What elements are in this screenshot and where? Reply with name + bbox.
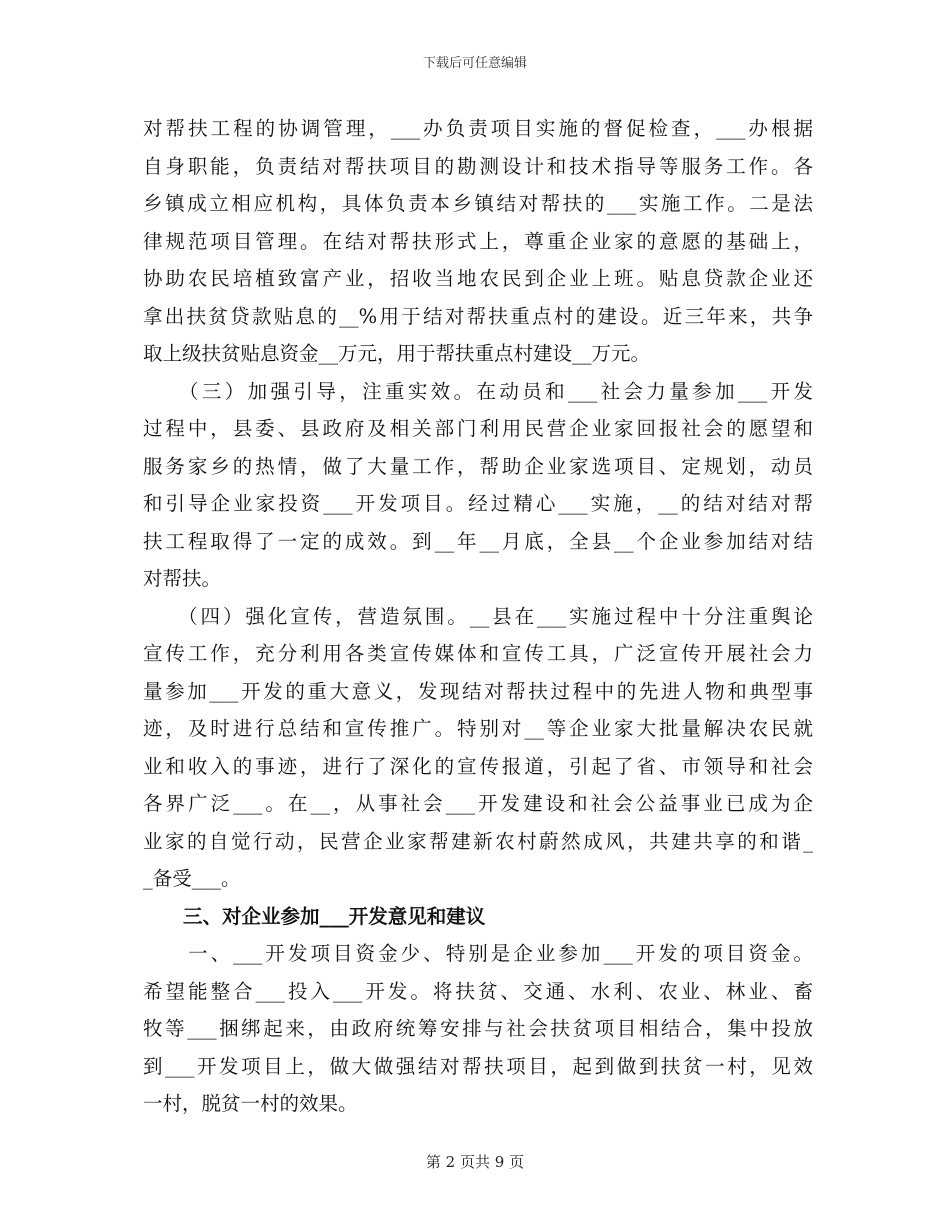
text-line: 希望能整合___投入___开发。将扶贫、交通、水利、农业、林业、畜: [143, 979, 813, 1003]
text-line: _备受___。: [143, 867, 241, 890]
text-line: （三）加强引导，注重实效。在动员和___社会力量参加___开发: [143, 379, 813, 403]
document-body: [143, 110, 813, 1123]
text-line: 取上级扶贫贴息资金__万元，用于帮扶重点村建设__万元。: [143, 342, 651, 365]
text-line: 迹，及时进行总结和宣传推广。特别对__等企业家大批量解决农民就: [143, 717, 813, 740]
text-line: 宣传工作，充分利用各类宣传媒体和宣传工具，广泛宣传开展社会力: [143, 642, 813, 665]
text-line: 一、___开发项目资金少、特别是企业参加___开发的项目资金。: [143, 942, 813, 965]
text-line: 过程中，县委、县政府及相关部门利用民营企业家回报社会的愿望和: [143, 417, 813, 440]
text-line: 和引导企业家投资___开发项目。经过精心___实施，__的结对结对帮: [143, 492, 813, 515]
text-line: （四）强化宣传，营造氛围。__县在___实施过程中十分注重舆论: [143, 604, 813, 628]
text-line: 到___开发项目上，做大做强结对帮扶项目，起到做到扶贫一村，见效: [143, 1054, 813, 1078]
text-line: 扶工程取得了一定的成效。到__年__月底，全县__个企业参加结对结: [143, 529, 813, 553]
text-line: 业和收入的事迹，进行了深化的宣传报道，引起了省、市领导和社会: [143, 754, 813, 778]
section-heading: 三、对企业参加___开发意见和建议: [183, 904, 486, 928]
text-line: 牧等___捆绑起来，由政府统筹安排与社会扶贫项目相结合，集中投放: [143, 1017, 813, 1040]
text-line: 各界广泛___。在__，从事社会___开发建设和社会公益事业已成为企: [143, 792, 813, 815]
text-line: 业家的自觉行动，民营企业家帮建新农村蔚然成风，共建共享的和谐_: [143, 829, 813, 853]
text-line: 量参加___开发的重大意义，发现结对帮扶过程中的先进人物和典型事: [143, 679, 813, 703]
text-line: 对帮扶工程的协调管理，___办负责项目实施的督促检查，___办根据: [143, 117, 813, 140]
text-line: 一村，脱贫一村的效果。: [143, 1092, 358, 1115]
text-line: 协助农民培植致富产业，招收当地农民到企业上班。贴息贷款企业还: [143, 267, 813, 290]
text-line: 乡镇成立相应机构，具体负责本乡镇结对帮扶的___实施工作。二是法: [143, 192, 813, 215]
text-line: 对帮扶。: [143, 567, 222, 590]
text-line: 服务家乡的热情，做了大量工作，帮助企业家选项目、定规划，动员: [143, 454, 813, 478]
text-line: 律规范项目管理。在结对帮扶形式上，尊重企业家的意愿的基础上，: [143, 229, 813, 253]
text-line: 自身职能，负责结对帮扶项目的勘测设计和技术指导等服务工作。各: [143, 154, 813, 178]
text-line: 拿出扶贫贷款贴息的__%用于结对帮扶重点村的建设。近三年来，共争: [143, 304, 813, 328]
page-footer: 第 2 页共 9 页: [425, 1153, 525, 1171]
page-header: 下载后可任意编辑: [422, 56, 527, 71]
